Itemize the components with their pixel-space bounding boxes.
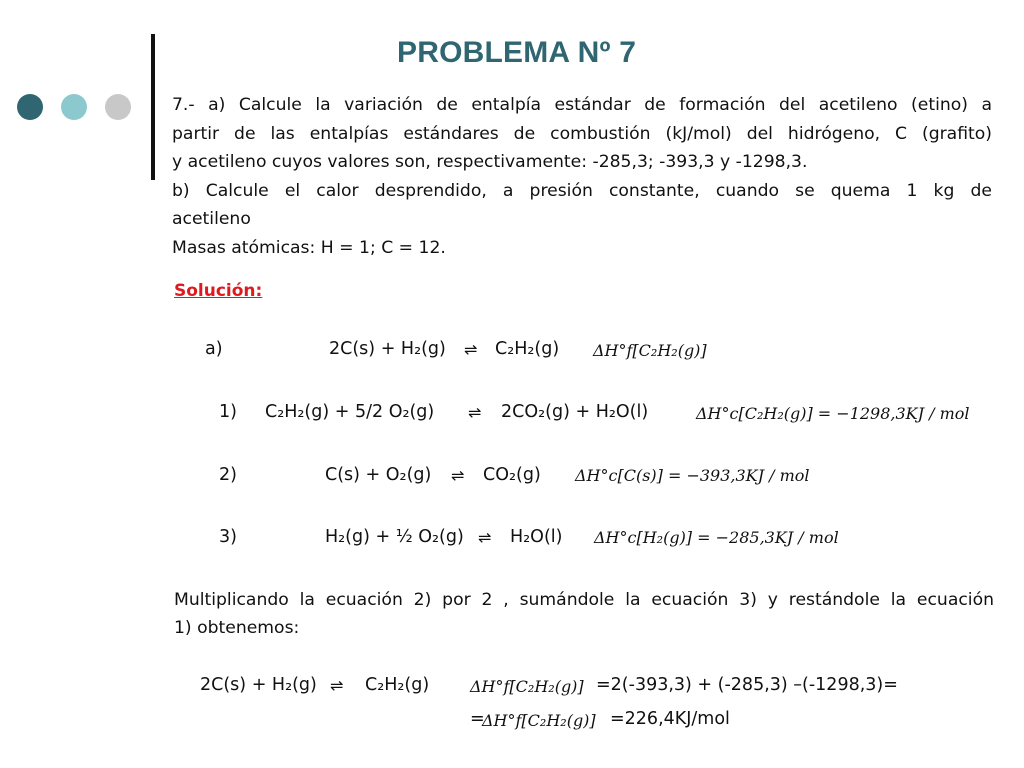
statement-line-5: acetileno	[172, 209, 251, 230]
vertical-divider	[151, 34, 155, 180]
statement-line-6: Masas atómicas: H = 1; C = 12.	[172, 237, 446, 258]
eq2-products: CO₂(g)	[483, 465, 541, 485]
statement-line-3: y acetileno cuyos valores son, respectivamente: -285,3; -393,3 y -1298,3.	[172, 152, 808, 173]
decor-dot-gray	[105, 94, 131, 120]
target-label: a)	[205, 339, 223, 359]
eq3-products: H₂O(l)	[510, 527, 563, 547]
target-product: C₂H₂(g)	[495, 339, 560, 359]
target-reactants: 2C(s) + H₂(g)	[329, 339, 446, 359]
final-equals: =	[470, 709, 485, 729]
equilibrium-arrow-icon: ⇌	[464, 340, 478, 359]
problem-statement	[172, 91, 992, 263]
solution-heading: Solución:	[174, 281, 263, 301]
statement-line-4: b) Calcule el calor desprendido, a presión constante, cuando se quema 1 kg de	[172, 180, 992, 201]
eq3-label: 3)	[219, 527, 237, 547]
statement-line-1: 7.- a) Calcule la variación de entalpía estándar de formación del acetileno (etino) a	[172, 95, 992, 115]
statement-line-2: partir de las entalpías estándares de combustión (kJ/mol) del hidrógeno, C (grafito)	[172, 123, 992, 144]
decor-dot-dark	[17, 94, 43, 120]
eq1-reactants: C₂H₂(g) + 5/2 O₂(g)	[265, 402, 435, 422]
eq2-label: 2)	[219, 465, 237, 485]
eq2-enthalpy: ΔH°c[C(s)] = −393,3KJ / mol	[575, 466, 810, 485]
slide-title: PROBLEMA Nº 7	[397, 36, 637, 69]
result-calculation: =2(-393,3) + (-285,3) –(-1298,3)=	[596, 675, 898, 695]
eq3-reactants: H₂(g) + ½ O₂(g)	[325, 527, 464, 547]
explanation-line-2: 1) obtenemos:	[174, 618, 300, 638]
final-enthalpy: ΔH°f[C₂H₂(g)]	[482, 711, 596, 730]
eq1-enthalpy: ΔH°c[C₂H₂(g)] = −1298,3KJ / mol	[696, 404, 970, 423]
result-reactants: 2C(s) + H₂(g)	[200, 675, 317, 695]
eq2-reactants: C(s) + O₂(g)	[325, 465, 432, 485]
final-value: =226,4KJ/mol	[610, 709, 730, 729]
explanation-text	[174, 586, 994, 642]
equilibrium-arrow-icon: ⇌	[478, 528, 492, 547]
explanation-line-1: Multiplicando la ecuación 2) por 2 , sumándole la ecuación 3) y restándole la ecuación	[174, 590, 994, 610]
equilibrium-arrow-icon: ⇌	[451, 466, 465, 485]
result-enthalpy: ΔH°f[C₂H₂(g)]	[470, 677, 584, 696]
eq1-label: 1)	[219, 402, 237, 422]
result-product: C₂H₂(g)	[365, 675, 430, 695]
eq1-products: 2CO₂(g) + H₂O(l)	[501, 402, 649, 422]
eq3-enthalpy: ΔH°c[H₂(g)] = −285,3KJ / mol	[594, 528, 839, 547]
target-enthalpy: ΔH°f[C₂H₂(g)]	[593, 341, 707, 360]
equilibrium-arrow-icon: ⇌	[468, 403, 482, 422]
equilibrium-arrow-icon: ⇌	[330, 676, 344, 695]
decor-dot-light	[61, 94, 87, 120]
